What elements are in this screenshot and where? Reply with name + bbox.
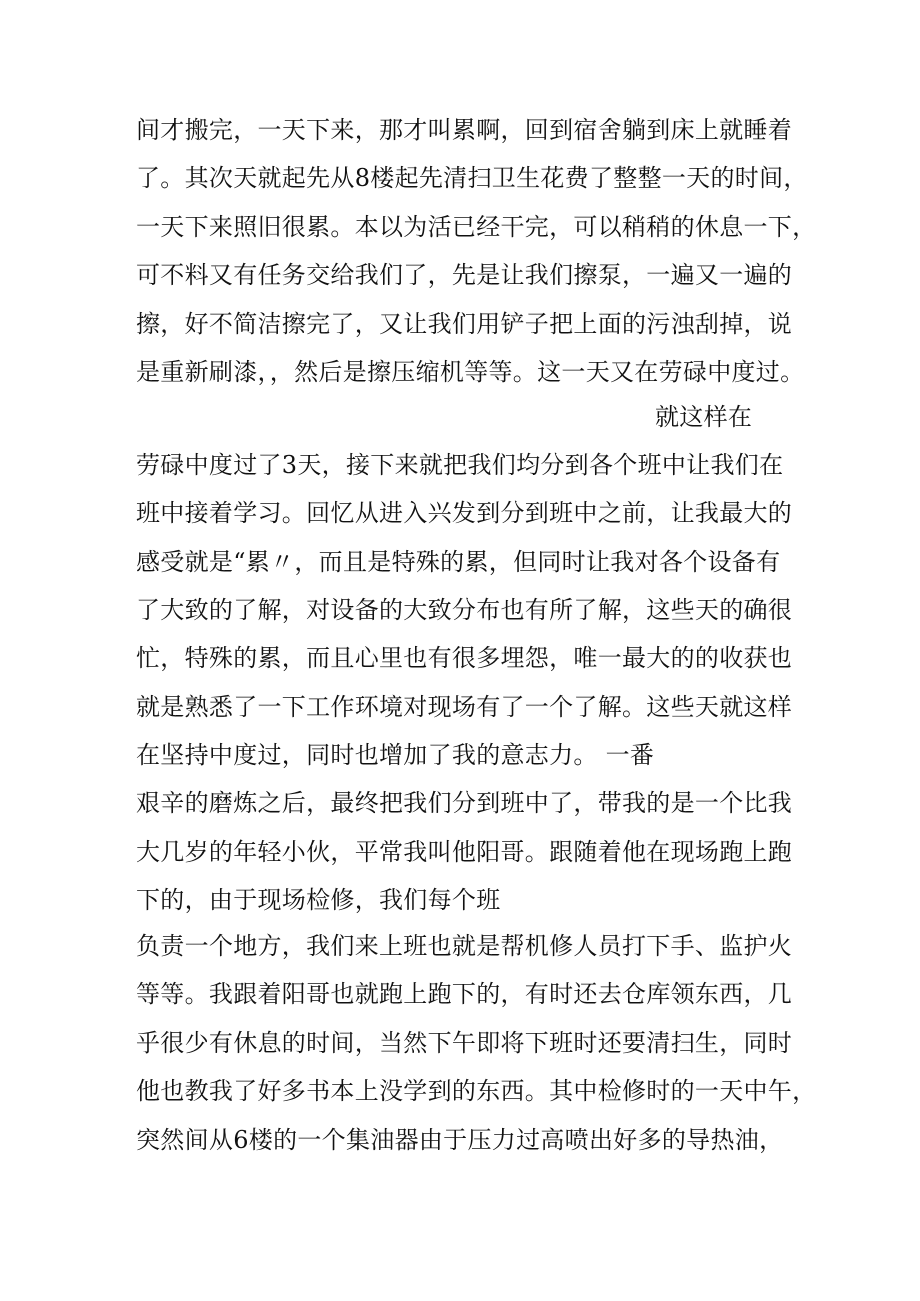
text-line: 大几岁的年轻小伙，平常我叫他阳哥。跟随着他在现场跑上跑	[136, 838, 793, 866]
text-line: 一天下来照旧很累。本以为活已经干完，可以稍稍的休息一下，	[136, 213, 817, 241]
text-line: 忙，特殊的累，而且心里也有很多埋怨，唯一最大的的收获也	[136, 644, 793, 672]
text-line: 班中接着学习。回忆从进入兴发到分到班中之前，让我最大的	[136, 499, 793, 527]
text-line: 可不料又有任务交给我们了，先是让我们擦泵，一遍又一遍的	[136, 261, 793, 289]
text-line: 了大致的了解，对设备的大致分布也有所了解，这些天的确很	[136, 596, 793, 624]
text-line: 负责一个地方，我们来上班也就是帮机修人员打下手、监护火	[136, 932, 793, 960]
text-line: 乎很少有休息的时间，当然下午即将下班时还要清扫生，同时	[136, 1029, 793, 1057]
text-line: 等等。我跟着阳哥也就跑上跑下的，有时还去仓库领东西，几	[136, 980, 793, 1008]
text-line: 擦，好不简洁擦完了，又让我们用铲子把上面的污浊刮掉，说	[136, 310, 793, 338]
text-line: 下的，由于现场检修，我们每个班	[136, 886, 501, 914]
text-line: 艰辛的磨炼之后，最终把我们分到班中了，带我的是一个比我	[136, 789, 793, 817]
text-line: 是重新刷漆，，然后是擦压缩机等等。这一天又在劳碌中度过。	[136, 358, 805, 386]
text-line: 突然间从6楼的一个集油器由于压力过高喷出好多的导热油，	[136, 1126, 784, 1154]
text-line: 间才搬完，一天下来，那才叫累啊，回到宿舍躺到床上就睡着	[136, 116, 793, 144]
text-line: 劳碌中度过了3天，接下来就把我们均分到各个班中让我们在	[136, 451, 784, 479]
text-line: 就这样在	[655, 403, 753, 431]
text-line: 他也教我了好多书本上没学到的东西。其中检修时的一天中午，	[136, 1077, 817, 1105]
text-line: 了。其次天就起先从8楼起先清扫卫生花费了整整一天的时间，	[136, 164, 808, 192]
text-line: 感受就是“累〃，而且是特殊的累，但同时让我对各个设备有	[136, 548, 781, 576]
text-line: 在坚持中度过，同时也增加了我的意志力。 一番	[136, 741, 655, 769]
text-line: 就是熟悉了一下工作环境对现场有了一个了解。这些天就这样	[136, 693, 793, 721]
